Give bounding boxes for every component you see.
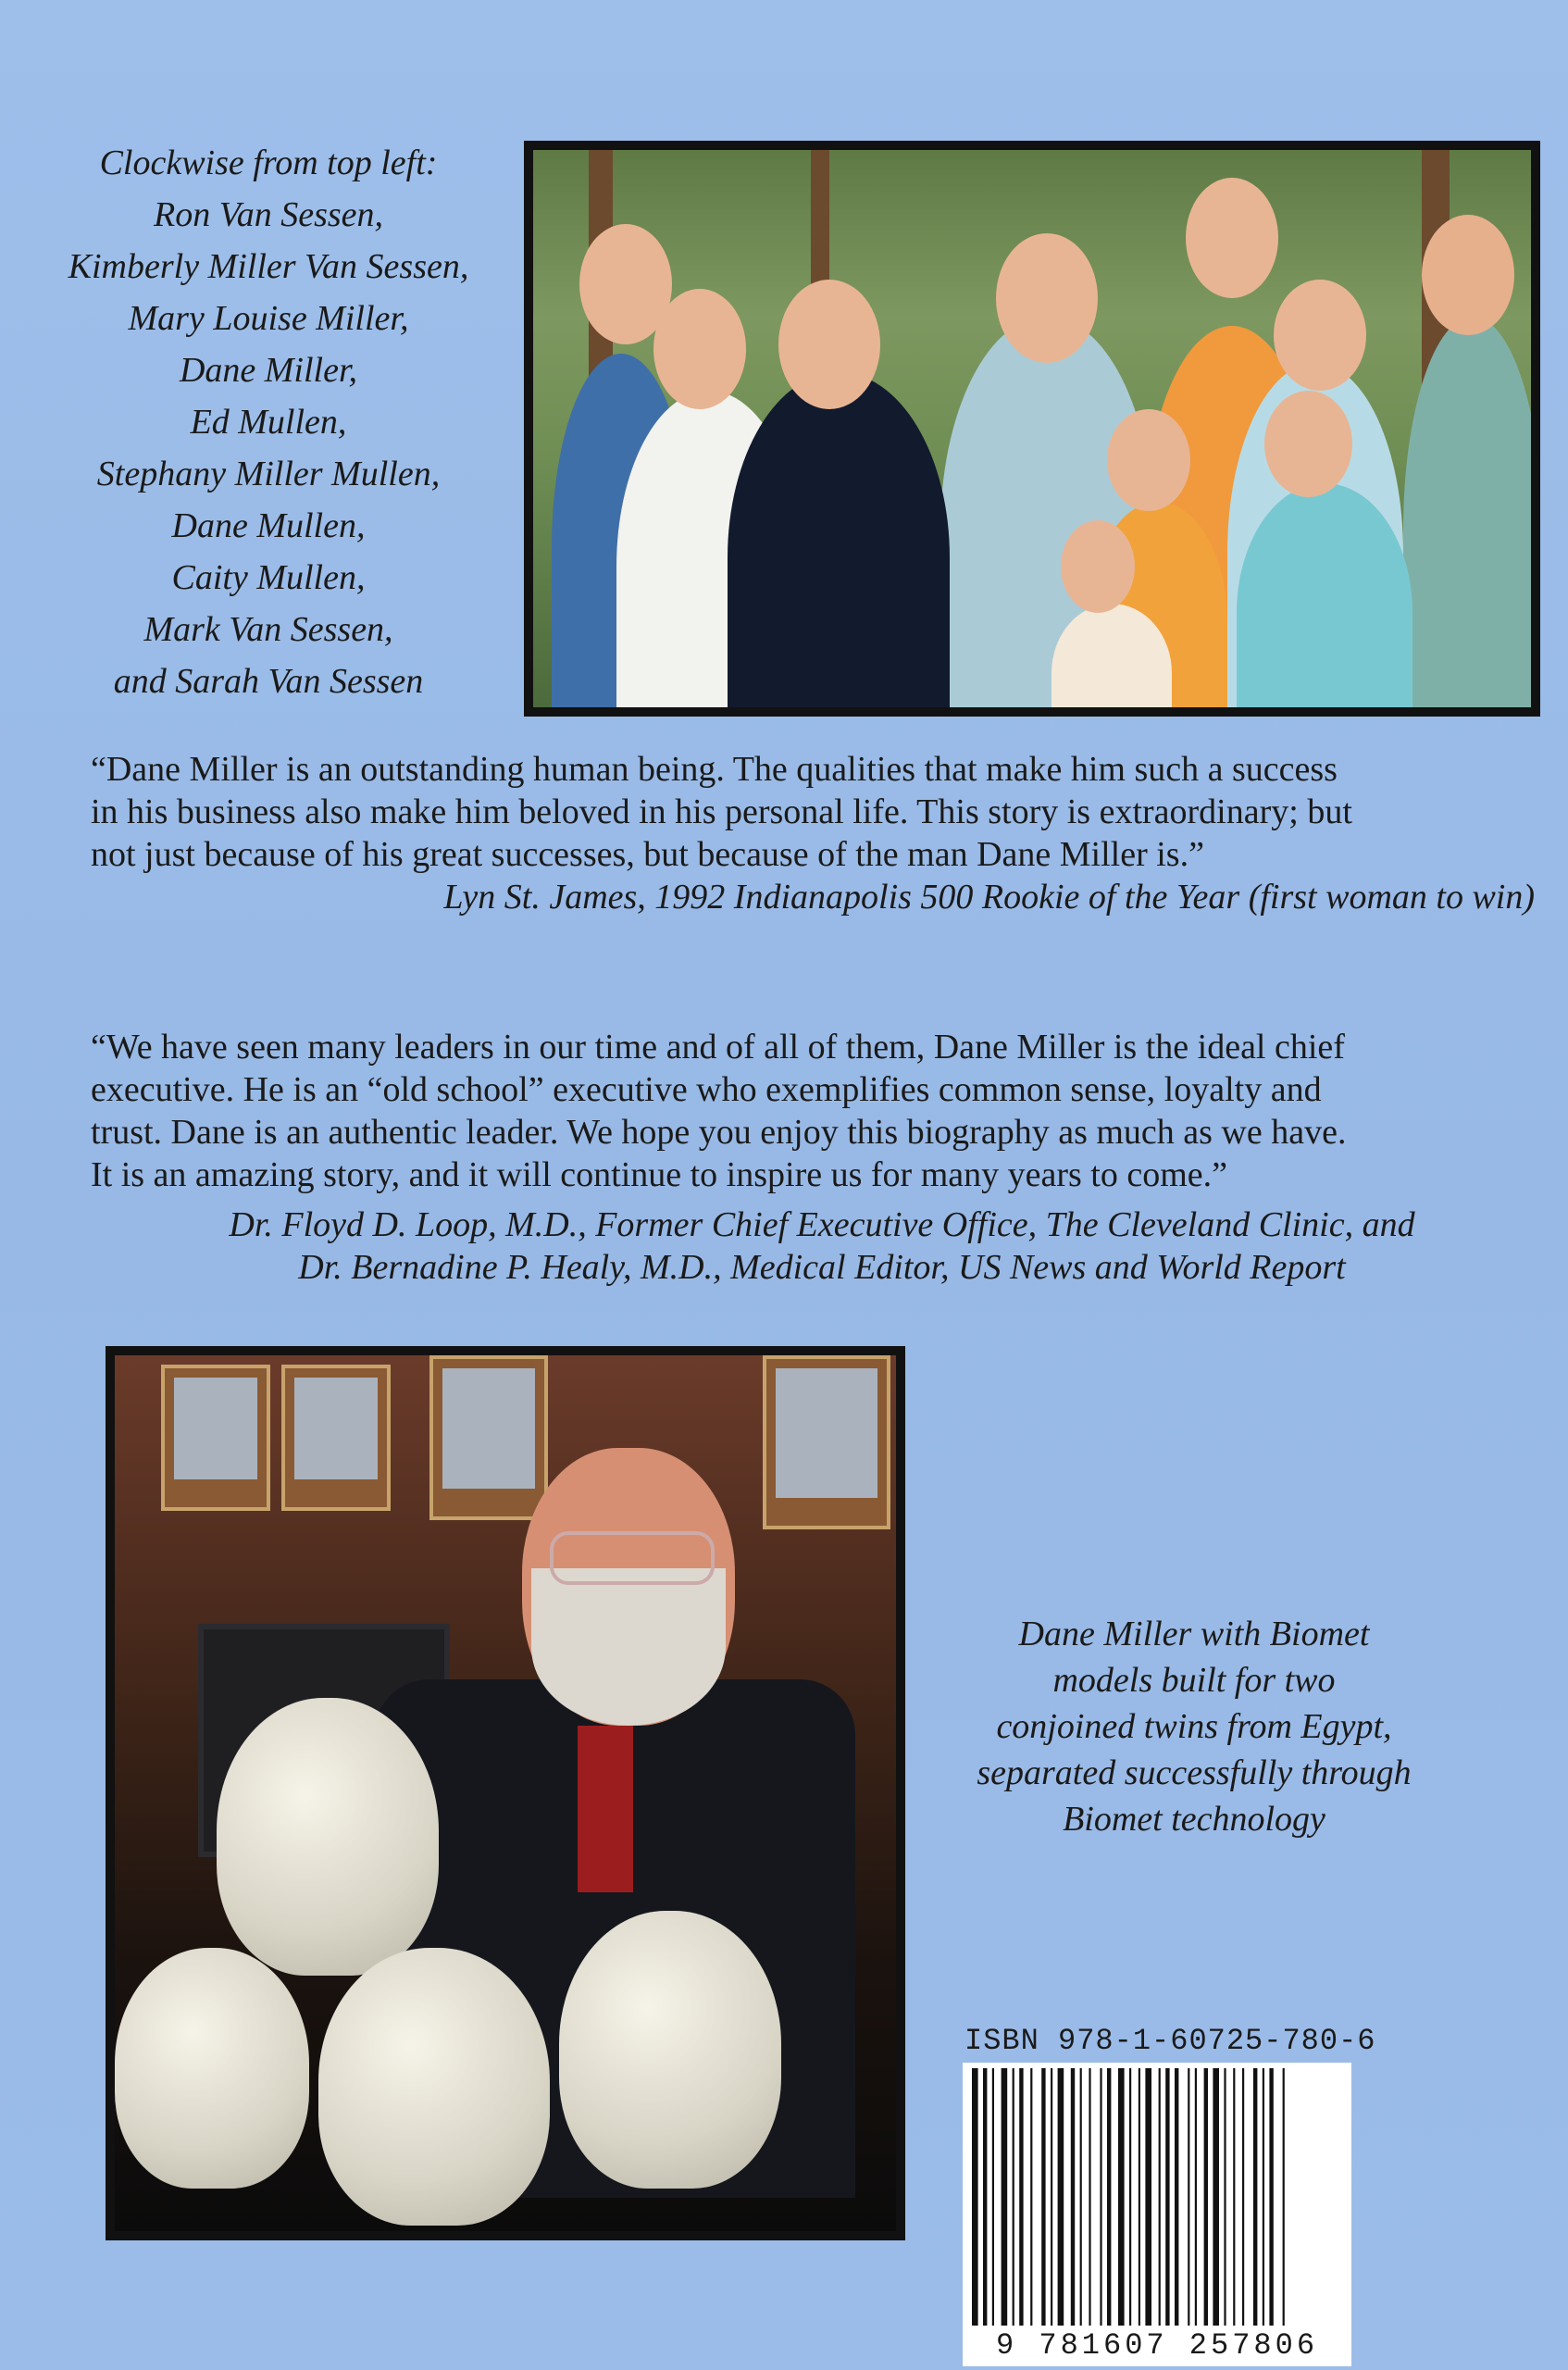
barcode-bar [1159, 2068, 1161, 2329]
barcode-bar [1139, 2068, 1140, 2329]
barcode-bar [1204, 2068, 1208, 2329]
person-head [778, 280, 880, 409]
barcode-bar [1224, 2068, 1226, 2329]
barcode-bar [1100, 2068, 1101, 2329]
barcode-bar [1233, 2068, 1235, 2329]
caption-line: Mark Van Sessen, [143, 610, 393, 649]
person-head [1264, 391, 1352, 497]
person-head [653, 289, 746, 409]
caption-line: Caity Mullen, [171, 558, 366, 597]
caption-line: conjoined twins from Egypt, [996, 1707, 1392, 1746]
caption-line: Ron Van Sessen, [153, 195, 384, 234]
barcode-bar [1118, 2068, 1125, 2329]
man-beard [531, 1568, 726, 1726]
wall-plaque [763, 1355, 890, 1529]
caption-line: Stephany Miller Mullen, [96, 455, 441, 493]
testimonial-quote-2 [91, 1026, 1553, 1289]
barcode-bar [1058, 2068, 1064, 2329]
barcode-bar [1242, 2068, 1244, 2329]
quote-line: in his business also make him beloved in his personal life. This story is extraordinary; but [91, 792, 1352, 831]
wall-plaque [281, 1365, 391, 1511]
barcode-bar [1013, 2068, 1014, 2329]
person-head [1061, 520, 1135, 613]
barcode-bar [992, 2068, 994, 2329]
barcode-bar [972, 2068, 978, 2329]
barcode-bar [1002, 2068, 1008, 2329]
barcode-bar [1175, 2068, 1178, 2329]
quote-line: “We have seen many leaders in our time and of all of them, Dane Miller is the ideal chief [91, 1028, 1345, 1066]
barcode-bar [1283, 2068, 1285, 2329]
caption-line: Kimberly Miller Van Sessen, [68, 247, 469, 286]
testimonial-quote-1 [91, 748, 1553, 918]
glasses [550, 1531, 715, 1585]
barcode-bar [1165, 2068, 1169, 2329]
barcode-bar [983, 2068, 987, 2329]
skull-model [217, 1698, 439, 1976]
person-head [1107, 409, 1190, 511]
person-head [1186, 178, 1278, 298]
caption-line: and Sarah Van Sessen [113, 662, 424, 701]
caption-line: Mary Louise Miller, [128, 299, 409, 338]
person-head [1422, 215, 1514, 335]
caption-line: Clockwise from top left: [99, 143, 438, 182]
caption-line: Dane Miller with Biomet [1018, 1615, 1370, 1653]
barcode-bar [1263, 2068, 1264, 2329]
quote-line: It is an amazing story, and it will continue to inspire us for many years to come.” [91, 1155, 1228, 1194]
quote-line: executive. He is an “old school” executive who exemplifies common sense, loyalty and [91, 1070, 1322, 1109]
barcode-bar [1269, 2068, 1273, 2329]
wall-plaque [161, 1365, 270, 1511]
skull-model [318, 1948, 550, 2226]
quote-attribution: Lyn St. James, 1992 Indianapolis 500 Rookie of the Year (first woman to win) [443, 878, 1535, 917]
quote-line: trust. Dane is an authentic leader. We hope you enjoy this biography as much as we have. [91, 1113, 1347, 1152]
person-head [996, 233, 1098, 363]
caption-line: Dane Mullen, [171, 506, 366, 545]
quote-attribution: Dr. Bernadine P. Healy, M.D., Medical Editor, US News and World Report [298, 1248, 1346, 1287]
skull-model [559, 1911, 781, 2189]
barcode-bar [1071, 2068, 1075, 2329]
barcode-bar [1145, 2068, 1151, 2329]
quote-line: “Dane Miller is an outstanding human being. The qualities that make him such a success [91, 750, 1338, 789]
necktie [578, 1726, 633, 1892]
portrait-photo-caption [916, 1611, 1472, 1842]
family-photo-scene [533, 150, 1531, 707]
barcode-bar [1107, 2068, 1111, 2329]
barcode-bar [1195, 2068, 1197, 2329]
caption-line: Dane Miller, [179, 351, 358, 390]
wall-plaque [429, 1355, 548, 1520]
barcode-bar [1051, 2068, 1052, 2329]
quote-attribution: Dr. Floyd D. Loop, M.D., Former Chief Executive Office, The Cleveland Clinic, and [229, 1205, 1415, 1244]
barcode-bars [963, 2063, 1351, 2335]
barcode [963, 2063, 1351, 2335]
barcode-bar [1041, 2068, 1045, 2329]
caption-line: Biomet technology [1063, 1800, 1325, 1839]
isbn-label: ISBN 978-1-60725-780-6 [964, 2024, 1376, 2058]
portrait-photo [106, 1346, 905, 2240]
caption-line: separated successfully through [977, 1753, 1412, 1792]
person-head [1274, 280, 1366, 391]
barcode-bar [1188, 2068, 1189, 2329]
quote-line: not just because of his great successes, but because of the man Dane Miller is.” [91, 835, 1204, 874]
skull-model [115, 1948, 309, 2189]
barcode-bar [1253, 2068, 1257, 2329]
family-photo-caption [28, 137, 509, 707]
family-photo [524, 141, 1540, 717]
barcode-bar [1129, 2068, 1131, 2329]
barcode-bar [1030, 2068, 1032, 2329]
caption-line: models built for two [1052, 1661, 1336, 1700]
barcode-bar [1213, 2068, 1219, 2329]
barcode-bar [1080, 2068, 1082, 2329]
caption-line: Ed Mullen, [190, 403, 347, 442]
barcode-digits: 9 781607 257806 [963, 2326, 1351, 2366]
barcode-bar [1089, 2068, 1090, 2329]
barcode-bar [1019, 2068, 1023, 2329]
portrait-photo-scene [115, 1355, 896, 2231]
